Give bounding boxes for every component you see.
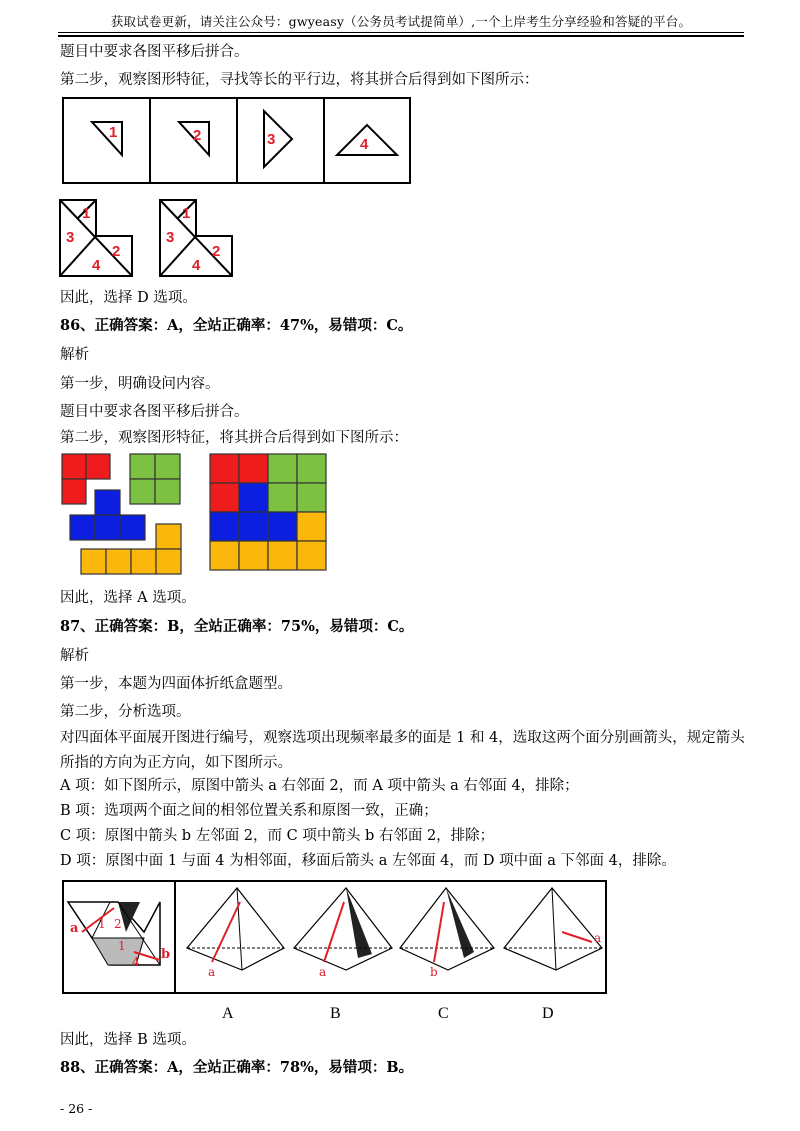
svg-text:1: 1 [82, 205, 91, 222]
triangle-piece-1 [92, 122, 122, 155]
option-c-pyramid [400, 888, 494, 979]
tetrahedron-figure [62, 880, 608, 1025]
text-line: 因此，选择 A 选项。 [60, 590, 196, 606]
svg-text:a: a [319, 965, 327, 979]
option-label: D [542, 1005, 554, 1022]
option-b-pyramid [294, 888, 392, 979]
svg-text:2: 2 [112, 243, 121, 260]
svg-text:1: 1 [182, 205, 191, 222]
text-line: 因此，选择 B 选项。 [60, 1032, 196, 1048]
option-label: B [330, 1005, 341, 1022]
text-line: 因此，选择 D 选项。 [60, 290, 197, 306]
text-line: 第二步，观察图形特征，将其拼合后得到如下图所示： [60, 430, 408, 446]
page-header: 获取试卷更新，请关注公众号：gwyeasy（公务员考试提简单）,一个上岸考生分享经验和答疑的平台。 [110, 14, 692, 29]
svg-text:4: 4 [132, 955, 140, 969]
text-line: 题目中要求各图平移后拼合。 [60, 44, 249, 60]
svg-text:b: b [430, 965, 438, 979]
svg-text:3: 3 [166, 229, 175, 246]
option-label: A [222, 1005, 234, 1022]
text-paragraph: 对四面体平面展开图进行编号，观察选项出现频率最多的面是 1 和 4，选取这两个面分别画箭头，规定箭头所指的方向为正方向，如下图所示。 [60, 730, 745, 771]
piece-label: 2 [193, 127, 202, 144]
svg-text:b: b [161, 947, 171, 962]
text-line: B 项：选项两个面之间的相邻位置关系和原图一致，正确； [60, 803, 438, 819]
text-line: D 项：原图中面 1 与面 4 为相邻面，移面后箭头 a 左邻面 4，而 D 项中面 a 下邻面 4，排除。 [60, 853, 676, 869]
answer-heading-87: 87、正确答案：B，全站正确率：75%，易错项：C。 [60, 618, 414, 635]
text-line: 题目中要求各图平移后拼合。 [60, 404, 249, 420]
text-line: 第一步，明确设问内容。 [60, 376, 220, 392]
svg-text:a: a [70, 921, 79, 936]
text-line: 解析 [60, 347, 89, 363]
text-line: 第二步，观察图形特征，寻找等长的平行边，将其拼合后得到如下图所示： [60, 72, 539, 88]
piece-label: 1 [109, 124, 118, 141]
svg-text:2: 2 [114, 917, 122, 931]
option-label: C [438, 1005, 449, 1022]
text-line: 解析 [60, 648, 89, 664]
text-line: 第一步，本题为四面体折纸盒题型。 [60, 676, 292, 692]
svg-text:1: 1 [118, 939, 126, 953]
text-line: A 项：如下图所示，原图中箭头 a 右邻面 2，而 A 项中箭头 a 右邻面 4，排除； [60, 778, 579, 794]
tetrahedron-net [68, 902, 170, 969]
piece-label: 3 [267, 131, 276, 148]
header-rule [58, 32, 744, 33]
text-line: C 项：原图中箭头 b 左邻面 2，而 C 项中箭头 b 右邻面 2，排除； [60, 828, 495, 844]
piece-label: 4 [360, 136, 369, 153]
svg-text:4: 4 [192, 257, 201, 274]
answer-heading-86: 86、正确答案：A，全站正确率：47%，易错项：C。 [60, 317, 413, 334]
header-rule-thick [58, 35, 744, 37]
svg-text:1: 1 [98, 917, 106, 931]
triangle-pieces-figure [62, 97, 412, 185]
svg-text:2: 2 [212, 243, 221, 260]
color-blocks-figure [60, 452, 335, 577]
svg-text:a: a [208, 965, 216, 979]
option-a-pyramid [187, 888, 284, 979]
answer-heading-88: 88、正确答案：A，全站正确率：78%，易错项：B。 [60, 1059, 414, 1076]
svg-text:4: 4 [92, 257, 101, 274]
figure-frame [63, 881, 606, 993]
page-number: - 26 - [60, 1101, 93, 1116]
assembled-triangles-figure [58, 198, 238, 280]
text-line: 第二步，分析选项。 [60, 704, 191, 720]
svg-text:3: 3 [66, 229, 75, 246]
option-d-pyramid [504, 888, 602, 970]
svg-text:a: a [594, 931, 602, 945]
